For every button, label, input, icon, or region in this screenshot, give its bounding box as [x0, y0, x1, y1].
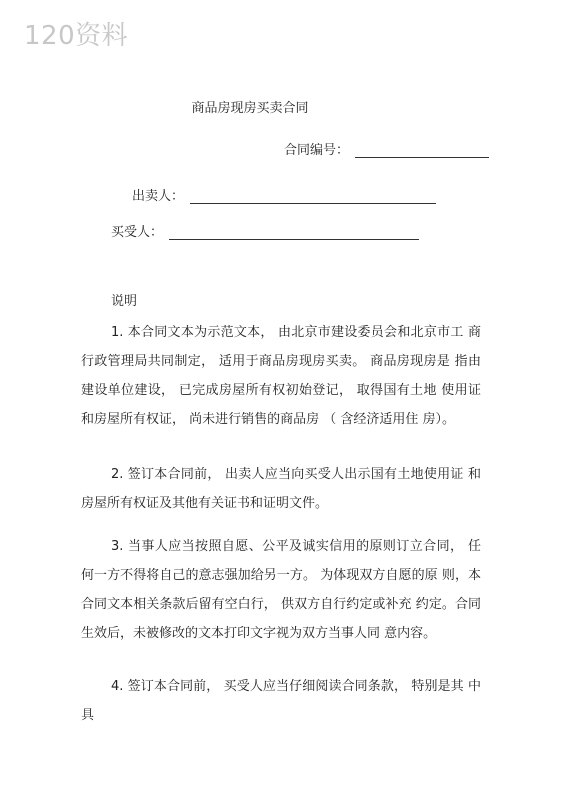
paragraph-2: 2. 签订本合同前， 出卖人应当向买受人出示国有土地使用证 和房屋所有权证及其他有关证书和证明文件。	[81, 467, 481, 511]
contract-number-field	[284, 139, 489, 158]
buyer-field	[111, 221, 419, 240]
contract-number-label: 合同编号：	[284, 143, 350, 158]
seller-label: 出卖人：	[132, 189, 185, 204]
paragraph-4: 4. 签订本合同前， 买受人应当仔细阅读合同条款， 特别是其 中具	[81, 679, 481, 723]
paragraph-1: 1. 本合同文本为示范文本， 由北京市建设委员会和北京市工 商行政管理局共同制定， 适用于商品房现房买卖。 商品房现房是 指由建设单位建设， 已完成房屋所有权初始登记， 取得国有土地 使用证和房屋所有权证， 尚未进行销售的商品房 （ 含经济适用住 房）。	[81, 325, 481, 427]
seller-field	[132, 185, 436, 204]
buyer-label: 买受人：	[111, 225, 164, 240]
paragraph-3: 3. 当事人应当按照自愿、公平及诚实信用的原则订立合同， 任何一方不得将自己的意志强加给另一方。 为体现双方自愿的原 则，本合同文本相关条款后留有空白行， 供双方自行约定或补充 约定。合同生效后，未被修改的文本打印文字视为双方当事人同 意内容。	[81, 539, 481, 641]
watermark-text: 120资料	[24, 21, 129, 51]
seller-blank	[190, 189, 436, 204]
contract-number-blank	[355, 143, 489, 158]
section-heading: 说明	[111, 294, 138, 309]
document-title: 商品房现房买卖合同	[191, 101, 309, 116]
buyer-blank	[169, 225, 419, 240]
